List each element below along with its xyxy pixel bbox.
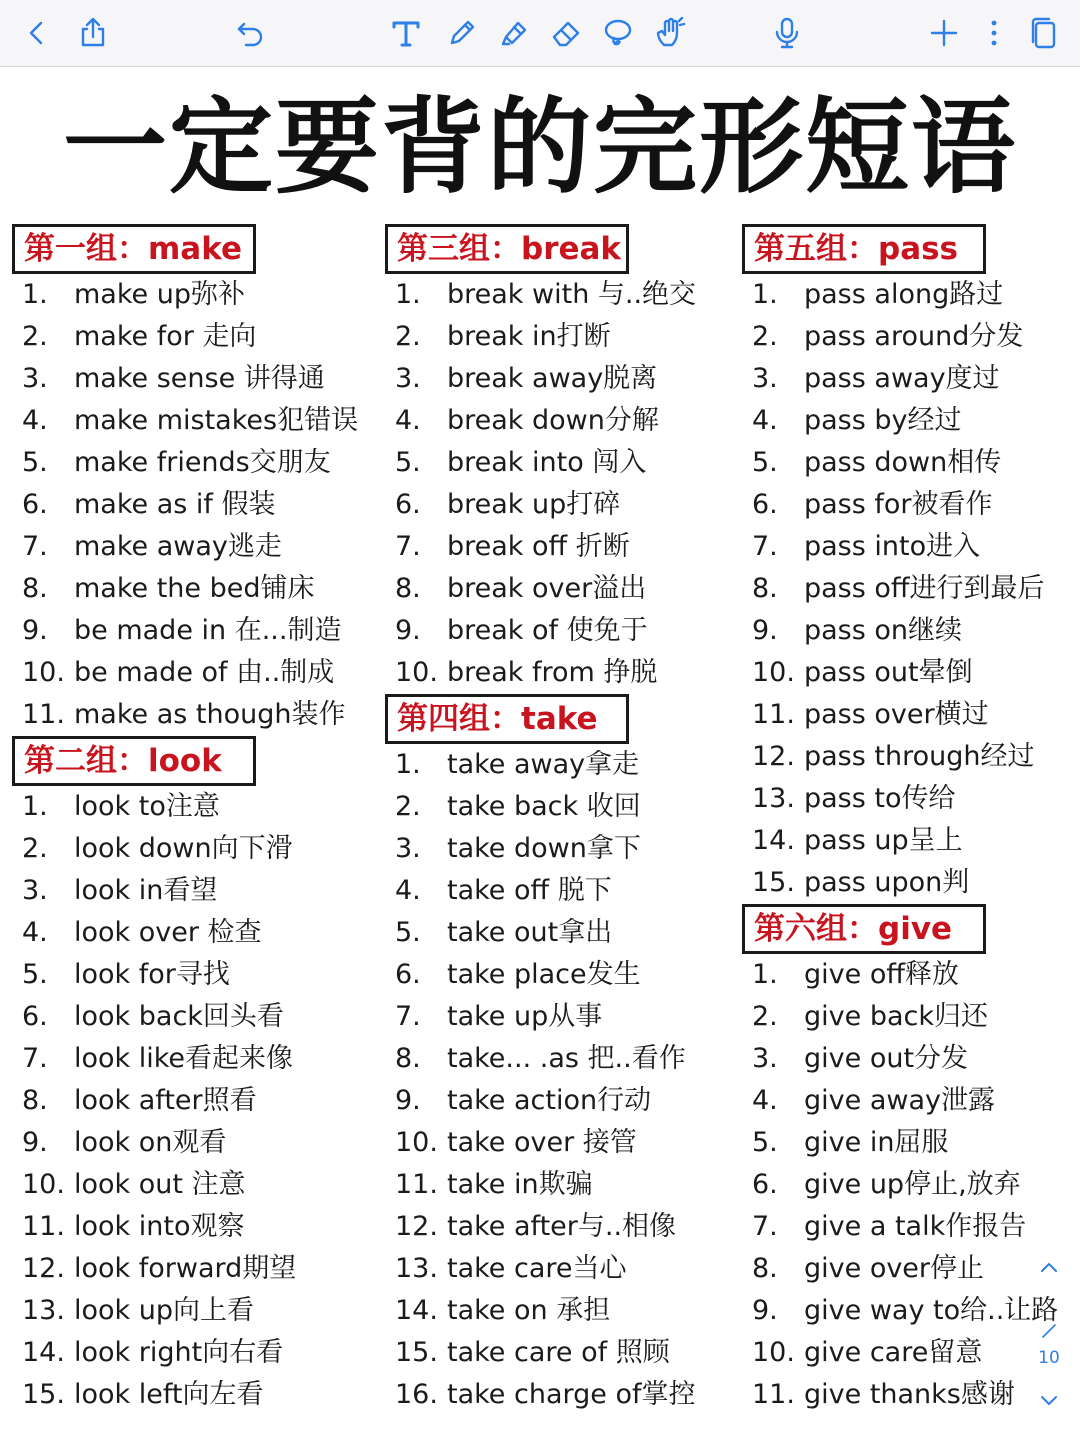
item-number: 9. <box>395 1085 421 1116</box>
item-number: 14. <box>395 1295 438 1326</box>
pen-icon[interactable] <box>444 15 480 51</box>
list-item <box>385 1248 730 1290</box>
top-toolbar <box>0 0 1080 67</box>
column-right <box>742 224 1077 1416</box>
page-scroller <box>1028 1256 1070 1416</box>
item-phrase: take in欺骗 <box>447 1169 593 1200</box>
list-item <box>742 1080 1077 1122</box>
list-item <box>742 1122 1077 1164</box>
list-item <box>12 954 377 996</box>
item-phrase: look to注意 <box>74 791 220 822</box>
item-number: 7. <box>395 1001 421 1032</box>
item-number: 8. <box>22 573 48 604</box>
item-phrase: pass on继续 <box>804 615 963 646</box>
item-phrase: make up弥补 <box>74 279 245 310</box>
item-phrase: give out分发 <box>804 1043 969 1074</box>
item-number: 9. <box>752 1295 778 1326</box>
item-number: 9. <box>752 615 778 646</box>
chevron-up-icon[interactable] <box>1037 1256 1061 1280</box>
item-number: 7. <box>22 531 48 562</box>
list-item <box>12 1038 377 1080</box>
list-item <box>742 442 1077 484</box>
list-item <box>12 694 377 736</box>
pages-icon[interactable] <box>1026 15 1062 51</box>
item-phrase: look on观看 <box>74 1127 227 1158</box>
list-item <box>742 400 1077 442</box>
item-phrase: take... .as 把..看作 <box>447 1043 686 1074</box>
list-item <box>12 996 377 1038</box>
item-number: 11. <box>22 699 65 730</box>
item-phrase: take off 脱下 <box>447 875 612 906</box>
item-phrase: be made in 在...制造 <box>74 615 342 646</box>
item-phrase: break down分解 <box>447 405 659 436</box>
item-phrase: give a talk作报告 <box>804 1211 1027 1242</box>
list-item <box>385 954 730 996</box>
list-item <box>385 1206 730 1248</box>
item-number: 3. <box>22 875 48 906</box>
item-number: 14. <box>22 1337 65 1368</box>
item-phrase: make sense 讲得通 <box>74 363 325 394</box>
list-item <box>12 870 377 912</box>
item-phrase: give off释放 <box>804 959 959 990</box>
list-item <box>742 1290 1077 1332</box>
item-number: 5. <box>22 447 48 478</box>
item-phrase: pass into进入 <box>804 531 981 562</box>
list-item <box>12 786 377 828</box>
item-phrase: break up打碎 <box>447 489 621 520</box>
list-item <box>12 1374 377 1416</box>
list-item <box>12 274 377 316</box>
item-number: 7. <box>22 1043 48 1074</box>
item-phrase: be made of 由..制成 <box>74 657 335 688</box>
item-number: 3. <box>752 363 778 394</box>
item-phrase: pass down相传 <box>804 447 1002 478</box>
item-number: 10. <box>752 657 795 688</box>
item-phrase: take away拿走 <box>447 749 640 780</box>
column-left <box>12 224 377 1416</box>
list-item <box>12 358 377 400</box>
item-phrase: look left向左看 <box>74 1379 264 1410</box>
item-phrase: make for 走向 <box>74 321 257 352</box>
item-phrase: look out 注意 <box>74 1169 246 1200</box>
item-phrase: look back回头看 <box>74 1001 284 1032</box>
item-phrase: pass around分发 <box>804 321 1024 352</box>
list-item <box>385 1290 730 1332</box>
list-item <box>742 610 1077 652</box>
list-item <box>742 778 1077 820</box>
item-phrase: make the bed铺床 <box>74 573 315 604</box>
item-number: 14. <box>752 825 795 856</box>
page-title: 一定要背的完形短语 <box>62 86 1017 208</box>
item-number: 6. <box>22 489 48 520</box>
divider-slash-icon <box>1040 1322 1058 1340</box>
item-phrase: look over 检查 <box>74 917 262 948</box>
item-phrase: break in打断 <box>447 321 611 352</box>
item-phrase: take care当心 <box>447 1253 627 1284</box>
list-item <box>742 996 1077 1038</box>
phrase-list <box>742 274 1077 904</box>
item-number: 2. <box>22 321 48 352</box>
item-phrase: pass away度过 <box>804 363 1000 394</box>
item-phrase: take over 接管 <box>447 1127 637 1158</box>
highlighter-icon[interactable] <box>496 15 532 51</box>
item-number: 15. <box>752 867 795 898</box>
phrase-list <box>12 786 377 1416</box>
item-number: 10. <box>752 1337 795 1368</box>
list-item <box>12 1164 377 1206</box>
item-number: 12. <box>22 1253 65 1284</box>
list-item <box>742 1332 1077 1374</box>
list-item <box>12 316 377 358</box>
list-item <box>385 870 730 912</box>
item-number: 8. <box>752 573 778 604</box>
item-phrase: break off 折断 <box>447 531 630 562</box>
list-item <box>742 1038 1077 1080</box>
item-phrase: take place发生 <box>447 959 641 990</box>
item-number: 11. <box>395 1169 438 1200</box>
list-item <box>385 828 730 870</box>
list-item <box>385 1038 730 1080</box>
list-item <box>385 400 730 442</box>
list-item <box>742 568 1077 610</box>
item-number: 8. <box>752 1253 778 1284</box>
item-phrase: make mistakes犯错误 <box>74 405 359 436</box>
item-number: 13. <box>752 783 795 814</box>
list-item <box>12 568 377 610</box>
list-item <box>385 1080 730 1122</box>
item-number: 6. <box>752 489 778 520</box>
list-item <box>742 862 1077 904</box>
item-number: 15. <box>22 1379 65 1410</box>
list-item <box>12 828 377 870</box>
item-number: 8. <box>395 573 421 604</box>
item-phrase: break away脱离 <box>447 363 658 394</box>
item-phrase: look for寻找 <box>74 959 230 990</box>
list-item <box>742 694 1077 736</box>
list-item <box>385 996 730 1038</box>
item-number: 3. <box>22 363 48 394</box>
more-icon[interactable] <box>976 15 1012 51</box>
item-phrase: take care of 照顾 <box>447 1337 670 1368</box>
lasso-icon[interactable] <box>600 15 636 51</box>
list-item <box>12 1248 377 1290</box>
item-number: 9. <box>395 615 421 646</box>
item-number: 1. <box>395 279 421 310</box>
list-item <box>742 736 1077 778</box>
item-number: 10. <box>395 1127 438 1158</box>
item-number: 7. <box>752 1211 778 1242</box>
item-phrase: make friends交朋友 <box>74 447 331 478</box>
item-number: 9. <box>22 1127 48 1158</box>
list-item <box>12 484 377 526</box>
list-item <box>12 912 377 954</box>
list-item <box>385 1122 730 1164</box>
chevron-down-icon[interactable] <box>1037 1388 1061 1412</box>
list-item <box>385 610 730 652</box>
item-phrase: pass upon判 <box>804 867 970 898</box>
item-number: 6. <box>395 489 421 520</box>
item-phrase: pass off进行到最后 <box>804 573 1045 604</box>
group-header: 第三组：break <box>385 224 629 274</box>
item-number: 5. <box>395 917 421 948</box>
item-phrase: look up向上看 <box>74 1295 255 1326</box>
item-number: 6. <box>395 959 421 990</box>
list-item <box>12 1290 377 1332</box>
list-item <box>385 1332 730 1374</box>
item-phrase: look into观察 <box>74 1211 245 1242</box>
group-header: 第六组：give <box>742 904 986 954</box>
item-number: 15. <box>395 1337 438 1368</box>
item-number: 1. <box>752 279 778 310</box>
item-phrase: give over停止 <box>804 1253 985 1284</box>
item-phrase: make away逃走 <box>74 531 282 562</box>
list-item <box>742 1374 1077 1416</box>
list-item <box>12 1332 377 1374</box>
item-phrase: look like看起来像 <box>74 1043 294 1074</box>
list-item <box>742 526 1077 568</box>
item-number: 10. <box>395 657 438 688</box>
phrase-list <box>385 274 730 694</box>
item-number: 10. <box>22 1169 65 1200</box>
item-number: 2. <box>395 791 421 822</box>
list-item <box>385 358 730 400</box>
item-number: 2. <box>752 1001 778 1032</box>
list-item <box>742 1206 1077 1248</box>
list-item <box>742 484 1077 526</box>
item-phrase: pass over横过 <box>804 699 989 730</box>
item-number: 13. <box>395 1253 438 1284</box>
item-number: 9. <box>22 615 48 646</box>
item-number: 8. <box>22 1085 48 1116</box>
item-phrase: break from 挣脱 <box>447 657 658 688</box>
item-number: 11. <box>752 1379 795 1410</box>
list-item <box>742 274 1077 316</box>
list-item <box>742 358 1077 400</box>
item-number: 12. <box>752 741 795 772</box>
item-phrase: take after与..相像 <box>447 1211 677 1242</box>
item-number: 6. <box>22 1001 48 1032</box>
list-item <box>12 442 377 484</box>
list-item <box>742 820 1077 862</box>
item-phrase: pass through经过 <box>804 741 1035 772</box>
plus-icon[interactable] <box>926 15 962 51</box>
list-item <box>385 442 730 484</box>
item-number: 5. <box>395 447 421 478</box>
item-number: 5. <box>22 959 48 990</box>
item-number: 13. <box>22 1295 65 1326</box>
list-item <box>385 1374 730 1416</box>
item-phrase: break into 闯入 <box>447 447 647 478</box>
page-number: 10 <box>1038 1348 1060 1368</box>
item-phrase: give back归还 <box>804 1001 988 1032</box>
item-number: 2. <box>395 321 421 352</box>
list-item <box>12 526 377 568</box>
item-phrase: break of 使免于 <box>447 615 648 646</box>
item-number: 4. <box>752 405 778 436</box>
item-phrase: pass by经过 <box>804 405 962 436</box>
phrase-list <box>12 274 377 736</box>
item-number: 5. <box>752 1127 778 1158</box>
list-item <box>12 1080 377 1122</box>
eraser-icon[interactable] <box>548 15 584 51</box>
item-phrase: give way to给..让路 <box>804 1295 1059 1326</box>
item-phrase: take up从事 <box>447 1001 603 1032</box>
item-phrase: make as if 假装 <box>74 489 276 520</box>
item-phrase: look forward期望 <box>74 1253 297 1284</box>
item-number: 3. <box>395 363 421 394</box>
item-phrase: look down向下滑 <box>74 833 293 864</box>
item-phrase: pass to传给 <box>804 783 956 814</box>
item-number: 12. <box>395 1211 438 1242</box>
item-number: 1. <box>22 791 48 822</box>
item-phrase: break with 与..绝交 <box>447 279 697 310</box>
list-item <box>385 744 730 786</box>
item-number: 4. <box>395 405 421 436</box>
item-phrase: give in屈服 <box>804 1127 949 1158</box>
group-header: 第二组：look <box>12 736 256 786</box>
item-number: 10. <box>22 657 65 688</box>
item-number: 16. <box>395 1379 438 1410</box>
list-item <box>12 610 377 652</box>
item-number: 4. <box>395 875 421 906</box>
item-number: 4. <box>22 405 48 436</box>
undo-icon[interactable] <box>232 15 268 51</box>
item-phrase: give away泄露 <box>804 1085 995 1116</box>
item-phrase: look in看望 <box>74 875 218 906</box>
item-phrase: give care留意 <box>804 1337 983 1368</box>
list-item <box>385 274 730 316</box>
item-number: 2. <box>22 833 48 864</box>
list-item <box>12 652 377 694</box>
item-phrase: look right向右看 <box>74 1337 284 1368</box>
list-item <box>385 786 730 828</box>
item-phrase: pass up呈上 <box>804 825 963 856</box>
item-phrase: pass for被看作 <box>804 489 993 520</box>
text-tool-icon[interactable] <box>388 15 424 51</box>
item-number: 3. <box>395 833 421 864</box>
group-header: 第五组：pass <box>742 224 986 274</box>
list-item <box>385 316 730 358</box>
item-number: 3. <box>752 1043 778 1074</box>
group-header: 第一组：make <box>12 224 256 274</box>
item-phrase: take action行动 <box>447 1085 652 1116</box>
item-phrase: break over溢出 <box>447 573 647 604</box>
item-number: 7. <box>395 531 421 562</box>
item-number: 4. <box>752 1085 778 1116</box>
group-header: 第四组：take <box>385 694 629 744</box>
item-number: 4. <box>22 917 48 948</box>
item-number: 11. <box>752 699 795 730</box>
phrase-list <box>385 744 730 1416</box>
list-item <box>385 484 730 526</box>
item-phrase: look after照看 <box>74 1085 257 1116</box>
list-item <box>742 316 1077 358</box>
item-phrase: pass out晕倒 <box>804 657 973 688</box>
list-item <box>385 912 730 954</box>
item-number: 1. <box>395 749 421 780</box>
list-item <box>385 652 730 694</box>
list-item <box>12 400 377 442</box>
item-phrase: take out拿出 <box>447 917 613 948</box>
item-number: 1. <box>752 959 778 990</box>
item-phrase: take charge of掌控 <box>447 1379 696 1410</box>
column-middle <box>385 224 730 1416</box>
item-phrase: take down拿下 <box>447 833 641 864</box>
list-item <box>742 652 1077 694</box>
item-phrase: pass along路过 <box>804 279 1004 310</box>
list-item <box>12 1206 377 1248</box>
item-phrase: take on 承担 <box>447 1295 611 1326</box>
list-item <box>742 1164 1077 1206</box>
item-phrase: make as though装作 <box>74 699 346 730</box>
item-number: 1. <box>22 279 48 310</box>
hand-tool-icon[interactable] <box>652 15 688 51</box>
list-item <box>385 1164 730 1206</box>
phrase-list <box>742 954 1077 1416</box>
item-phrase: take back 收回 <box>447 791 641 822</box>
list-item <box>742 1248 1077 1290</box>
list-item <box>742 954 1077 996</box>
share-icon[interactable] <box>75 15 111 51</box>
item-phrase: give up停止,放弃 <box>804 1169 1021 1200</box>
list-item <box>12 1122 377 1164</box>
item-number: 7. <box>752 531 778 562</box>
item-number: 11. <box>22 1211 65 1242</box>
item-number: 2. <box>752 321 778 352</box>
item-phrase: give thanks感谢 <box>804 1379 1015 1410</box>
item-number: 8. <box>395 1043 421 1074</box>
item-number: 5. <box>752 447 778 478</box>
microphone-icon[interactable] <box>769 15 805 51</box>
chevron-left-icon[interactable] <box>18 15 54 51</box>
list-item <box>385 526 730 568</box>
item-number: 6. <box>752 1169 778 1200</box>
list-item <box>385 568 730 610</box>
